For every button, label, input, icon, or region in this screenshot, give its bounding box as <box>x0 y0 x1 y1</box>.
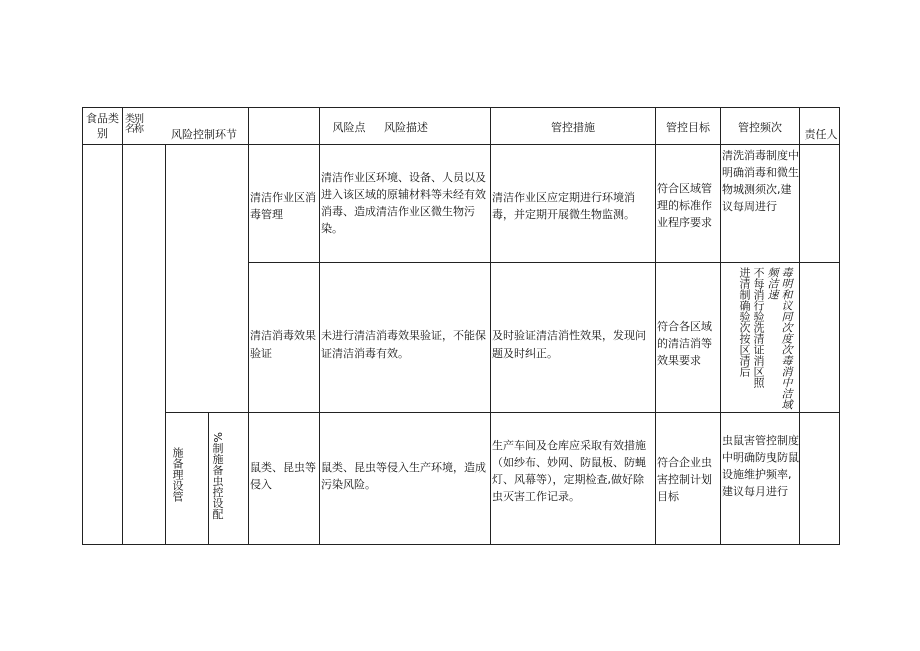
header-bottom-border <box>82 144 840 145</box>
row2-control-target: 符合各区域的清洁消等效果要求 <box>657 320 712 367</box>
row1-bottom-border <box>248 262 840 263</box>
row2-frequency-col-c: 进清制确验次按区清后 <box>738 267 751 377</box>
header-risk-point: 风险点 <box>332 121 366 134</box>
row2-risk-point: 清洁消毒效果验证 <box>250 329 316 360</box>
row2-risk-description: 未进行清洁消毒效果验证，不能保证清洁消毒有效。 <box>321 329 486 360</box>
row1-control-frequency: 清洗消毒制度中明确消毒和微生物城测须次,建议每周进行 <box>722 149 799 213</box>
header-risk-description: 风险描述 <box>384 121 428 134</box>
row2-bottom-border <box>165 412 840 413</box>
header-control-target: 管控目标 <box>666 121 710 134</box>
col-divider-3 <box>208 412 209 545</box>
header-control-frequency: 管控频次 <box>738 121 782 134</box>
row3-control-frequency: 虫鼠害管控制度中明确防曳防鼠设施维护频率,建议每月进行 <box>722 434 799 498</box>
header-food-category-line1: 食品类 <box>86 112 119 125</box>
row1-control-target: 符合区域管理的标准作业程序要求 <box>657 182 712 229</box>
col-divider-8 <box>720 107 721 545</box>
col-divider-2 <box>165 144 166 545</box>
row3-control-measures: 生产车间及仓库应采取有效措施（如纱布、妙网、防鼠板、防蝇灯、风幕等），定期检查,做好除虫灭害工作记录。 <box>492 439 646 503</box>
table-right-border <box>839 107 840 545</box>
row1-risk-description: 清洁作业区环境、设备、人员以及进入该区域的原辅材料等未经有效消毒、造成清洁作业区微生物污染。 <box>321 171 486 235</box>
table-bottom-border <box>82 544 840 545</box>
row3-stage-level2: %制施备虫控设配 <box>211 432 224 520</box>
header-category-name-line1: 类别 <box>125 114 143 125</box>
risk-control-table <box>82 107 840 545</box>
header-control-measures: 管控措施 <box>551 121 595 134</box>
row2-control-measures: 及时验证清洁消性效果，发现问题及时纠正。 <box>492 329 646 360</box>
header-food-category-line2: 别 <box>97 127 108 140</box>
header-food-category <box>83 111 122 141</box>
col-divider-5 <box>319 107 320 545</box>
header-responsible-person: 责任人 <box>804 128 838 141</box>
col-divider-7 <box>655 107 656 545</box>
row3-stage-level1: 施备理设管 <box>171 447 184 502</box>
table-top-border <box>82 107 840 108</box>
table-left-border <box>82 107 83 545</box>
row2-frequency-col-b: 不每消行验洗清证消区照 <box>752 267 765 388</box>
row1-risk-point: 清洁作业区消毒管理 <box>250 191 316 221</box>
row1-control-measures: 清洁作业区应定期进行环境消毒，并定期开展微生物监测。 <box>492 191 635 221</box>
row3-risk-point: 鼠类、昆虫等侵入 <box>250 461 316 491</box>
header-category-name-line2: 名称 <box>125 124 143 135</box>
header-category-name <box>120 115 148 135</box>
header-risk-control-stage: 风险控制环节 <box>171 128 237 141</box>
row3-control-target: 符合企业虫害控制计划目标 <box>657 456 712 503</box>
col-divider-4 <box>248 107 249 545</box>
row3-risk-description: 鼠类、昆虫等侵入生产环境，造成污染风险。 <box>321 461 486 491</box>
row2-frequency-col-a: 毒明和议同次度次毒消中洁域频洁速 <box>766 267 793 410</box>
col-divider-1 <box>122 107 123 545</box>
